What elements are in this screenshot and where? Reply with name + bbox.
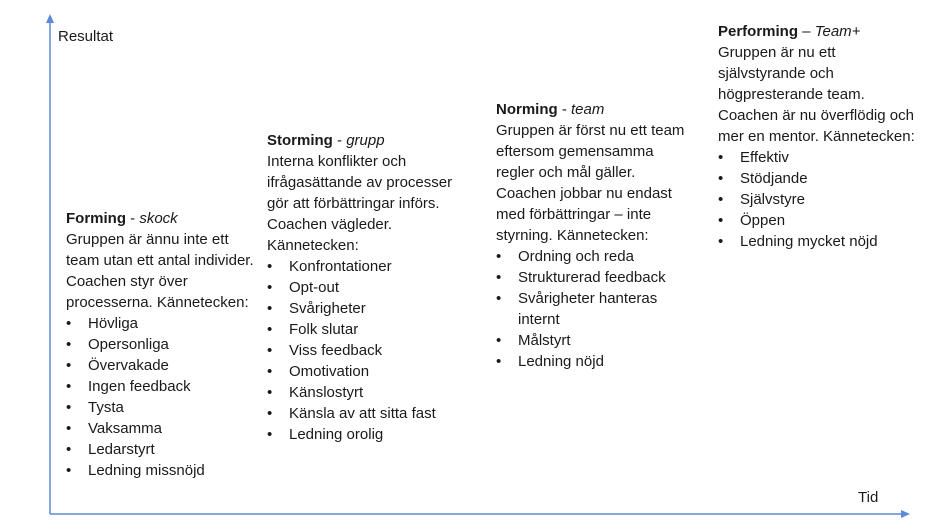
trait-item	[267, 298, 472, 319]
trait-label: Svårigheter hanteras internt	[518, 290, 658, 328]
bullet: •	[66, 378, 72, 395]
bullet: •	[718, 170, 724, 187]
bullet: •	[496, 353, 502, 370]
stage-separator: -	[126, 210, 140, 227]
bullet: •	[496, 248, 502, 265]
trait-item	[267, 361, 472, 382]
trait-label: Omotivation	[289, 363, 370, 380]
stage-separator: -	[332, 132, 347, 149]
stage-description: Gruppen är först nu ett team eftersom gemensamma regler och mål gäller. Coachen jobbar nu endast med förbättringar – inte styrning. Kännetecken:	[496, 122, 685, 244]
trait-item	[267, 382, 472, 403]
trait-label: Tysta	[88, 399, 124, 416]
stage-forming	[66, 208, 256, 481]
stage-subtitle: skock	[139, 210, 178, 227]
trait-label: Svårigheter	[289, 300, 366, 317]
trait-label: Stödjande	[740, 170, 808, 187]
trait-label: Vaksamma	[88, 420, 162, 437]
trait-item	[718, 189, 918, 210]
stage-title	[267, 130, 472, 151]
trait-label: Känsla av att sitta fast	[289, 405, 436, 422]
trait-label: Effektiv	[740, 149, 789, 166]
trait-item	[496, 330, 696, 351]
trait-label: Ingen feedback	[88, 378, 191, 395]
trait-item	[496, 246, 696, 267]
trait-label: Ordning och reda	[518, 248, 634, 265]
trait-item	[718, 147, 918, 168]
trait-item	[66, 418, 256, 439]
stage-separator: -	[557, 101, 572, 118]
trait-label: Ledning missnöjd	[88, 462, 205, 479]
y-axis-arrowhead	[46, 14, 54, 23]
bullet: •	[66, 441, 72, 458]
y-axis-label: Resultat	[58, 28, 114, 45]
bullet: •	[496, 332, 502, 349]
stage-name: Storming	[267, 132, 333, 149]
bullet: •	[66, 315, 72, 332]
stage-title	[66, 208, 256, 229]
stage-subtitle: team	[571, 101, 605, 118]
trait-item	[718, 231, 918, 252]
trait-item	[496, 351, 696, 372]
trait-label: Folk slutar	[289, 321, 359, 338]
stage-subtitle: Team+	[814, 23, 861, 40]
trait-item	[496, 267, 696, 288]
trait-item	[718, 168, 918, 189]
trait-label: Ledning orolig	[289, 426, 384, 443]
trait-item	[267, 256, 472, 277]
bullet: •	[267, 279, 273, 296]
bullet: •	[267, 384, 273, 401]
stage-title	[496, 99, 696, 120]
bullet: •	[66, 357, 72, 374]
bullet: •	[496, 290, 502, 307]
stage-storming	[267, 130, 472, 445]
trait-label: Opersonliga	[88, 336, 169, 353]
trait-label: Känslostyrt	[289, 384, 364, 401]
bullet: •	[66, 462, 72, 479]
trait-label: Opt-out	[289, 279, 340, 296]
bullet: •	[718, 212, 724, 229]
trait-label: Viss feedback	[289, 342, 383, 359]
trait-list	[267, 256, 472, 445]
trait-item	[267, 277, 472, 298]
bullet: •	[718, 233, 724, 250]
stage-separator: –	[798, 23, 815, 40]
trait-item	[66, 355, 256, 376]
trait-item	[66, 397, 256, 418]
stage-norming	[496, 99, 696, 372]
trait-label: Målstyrt	[518, 332, 571, 349]
trait-item	[66, 376, 256, 397]
trait-list	[66, 313, 256, 481]
trait-item	[267, 424, 472, 445]
bullet: •	[267, 321, 273, 338]
x-axis-label: Tid	[858, 489, 879, 506]
trait-item	[66, 439, 256, 460]
trait-label: Ledning nöjd	[518, 353, 604, 370]
trait-list	[496, 246, 696, 372]
trait-label: Hövliga	[88, 315, 139, 332]
trait-label: Ledning mycket nöjd	[740, 233, 878, 250]
bullet: •	[267, 363, 273, 380]
bullet: •	[267, 426, 273, 443]
trait-item	[718, 210, 918, 231]
bullet: •	[267, 405, 273, 422]
trait-label: Självstyre	[740, 191, 806, 208]
bullet: •	[267, 258, 273, 275]
bullet: •	[66, 399, 72, 416]
trait-label: Övervakade	[88, 357, 169, 374]
stage-name: Forming	[66, 210, 126, 227]
stage-name: Norming	[496, 101, 558, 118]
stage-title	[718, 21, 918, 42]
trait-label: Konfrontationer	[289, 258, 392, 275]
stage-description: Interna konflikter och ifrågasättande av processer gör att förbättringar införs. Coachen vägleder. Kännetecken:	[267, 153, 453, 254]
x-axis-arrowhead	[901, 510, 910, 518]
trait-item	[267, 340, 472, 361]
trait-item	[267, 319, 472, 340]
trait-label: Strukturerad feedback	[518, 269, 666, 286]
trait-item	[66, 334, 256, 355]
stage-name: Performing	[718, 23, 799, 40]
trait-item	[496, 288, 696, 330]
bullet: •	[66, 336, 72, 353]
bullet: •	[267, 342, 273, 359]
bullet: •	[718, 191, 724, 208]
stage-subtitle: grupp	[346, 132, 385, 149]
stage-description: Gruppen är nu ett självstyrande och högpresterande team. Coachen är nu överflödig och mer en mentor. Kännetecken:	[718, 44, 915, 145]
bullet: •	[267, 300, 273, 317]
bullet: •	[496, 269, 502, 286]
bullet: •	[718, 149, 724, 166]
stage-performing	[718, 21, 918, 252]
trait-label: Ledarstyrt	[88, 441, 155, 458]
bullet: •	[66, 420, 72, 437]
stage-description: Gruppen är ännu inte ett team utan ett antal individer. Coachen styr över processerna. Kännetecken:	[66, 231, 254, 311]
trait-item	[267, 403, 472, 424]
trait-item	[66, 460, 256, 481]
trait-item	[66, 313, 256, 334]
trait-list	[718, 147, 918, 252]
trait-label: Öppen	[740, 212, 786, 229]
